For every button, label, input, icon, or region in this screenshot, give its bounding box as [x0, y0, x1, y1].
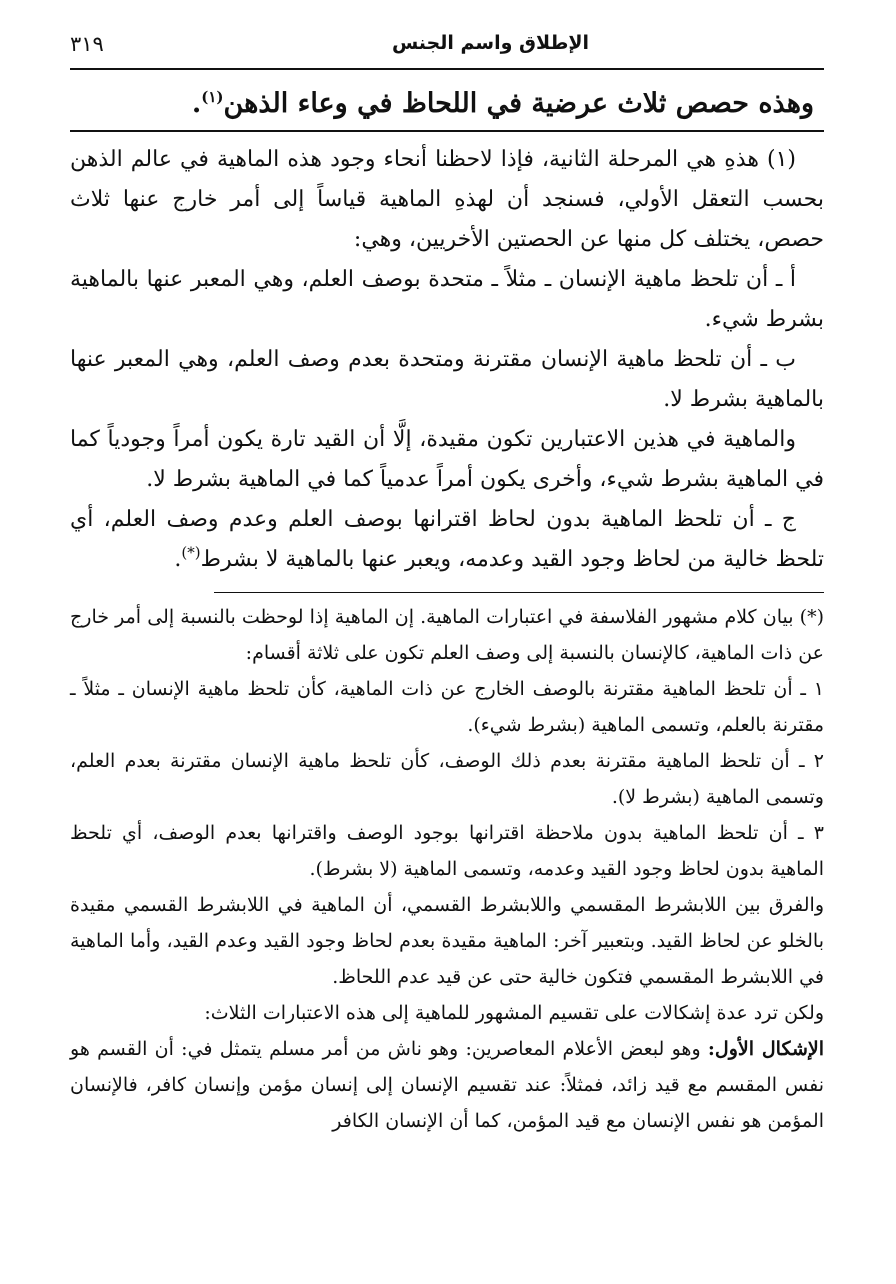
main-text-line — [70, 80, 824, 132]
commentary-paragraph-1: (١) هذهِ هي المرحلة الثانية، فإذا لاحظنا أنحاء وجود هذه الماهية في عالم الذهن بحسب التعقل الأولي، فسنجد أن لهذهِ الماهية قياساً إلى أمر خارج عنها ثلاث حصص، يختلف كل منها عن الحصتين الأخريين، وهي: — [70, 147, 824, 252]
page-number: ٣١٩ — [70, 32, 104, 56]
note-paragraph-1: (*) بيان كلام مشهور الفلاسفة في اعتبارات الماهية. إن الماهية إذا لوحظت بالنسبة إلى أمر خارج عن ذات الماهية، كالإنسان بالنسبة إلى وصف العلم تكون على ثلاثة أقسام: — [70, 606, 824, 664]
note-paragraph-7-text: وهو لبعض الأعلام المعاصرين: وهو ناش من أمر مسلم يتمثل في: أن القسم هو نفس المقسم مع قيد زائد، فمثلاً: عند تقسيم الإنسان إلى إنسان مؤمن وإنسان كافر، فالإنسان المؤمن هو نفس الإنسان مع قيد المؤمن، كما أن الإنسان الكافر — [70, 1038, 824, 1132]
commentary-paragraph-3: ب ـ أن تلحظ ماهية الإنسان مقترنة ومتحدة بعدم وصف العلم، وهي المعبر عنها بالماهية بشرط لا. — [70, 347, 824, 412]
footnotes-block — [70, 599, 824, 1139]
note-paragraph-4: ٣ ـ أن تلحظ الماهية بدون ملاحظة اقترانها بوجود الوصف واقترانها بعدم الوصف، أي تلحظ الماهية بدون لحاظ وجود القيد وعدمه، وتسمى الماهية (لا بشرط). — [70, 822, 824, 880]
footnote-divider — [214, 592, 824, 593]
commentary-paragraph-2: أ ـ أن تلحظ ماهية الإنسان ـ مثلاً ـ متحدة بوصف العلم، وهي المعبر عنها بالماهية بشرط شيء. — [70, 267, 824, 332]
note-paragraph-7-label: الإشكال الأول: — [707, 1038, 824, 1060]
note-paragraph-2: ١ ـ أن تلحظ الماهية مقترنة بالوصف الخارج عن ذات الماهية، كأن تلحظ ماهية الإنسان ـ مثلاً ـ مقترنة بالعلم، وتسمى الماهية (بشرط شيء). — [70, 678, 824, 736]
main-text-end: . — [191, 88, 202, 119]
commentary-paragraph-5-text: ج ـ أن تلحظ الماهية بدون لحاظ اقترانها بوصف العلم وعدم وصف العلم، أي تلحظ خالية من لحاظ وجود القيد وعدمه، ويعبر عنها بالماهية لا بشرط — [70, 507, 824, 572]
commentary-paragraph-4: والماهية في هذين الاعتبارين تكون مقيدة، إلَّا أن القيد تارة يكون أمراً وجودياً كما في الماهية بشرط شيء، وأخرى يكون أمراً عدمياً كما في الماهية بشرط لا. — [70, 427, 824, 492]
running-title: الإطلاق واسم الجنس — [391, 32, 589, 54]
main-text: وهذه حصص ثلاث عرضية في اللحاظ في وعاء الذهن — [223, 88, 814, 119]
footnote-marker: (١) — [201, 88, 224, 106]
note-paragraph-5: والفرق بين اللابشرط المقسمي واللابشرط القسمي، أن الماهية في اللابشرط القسمي مقيدة بالخلو عن لحاظ القيد. وبتعبير آخر: الماهية مقيدة بعدم لحاظ وجود القيد وعدم القيد، وأما الماهية في اللابشرط المقسمي فتكون خالية حتى عن قيد عدم اللحاظ. — [70, 894, 824, 988]
note-paragraph-6: ولكن ترد عدة إشكالات على تقسيم المشهور للماهية إلى هذه الاعتبارات الثلاث: — [204, 1002, 824, 1024]
footnote-marker-star: (*) — [181, 543, 201, 562]
note-paragraph-7 — [70, 1031, 824, 1139]
commentary-paragraph-5-end: . — [174, 547, 182, 572]
running-header — [70, 30, 824, 70]
commentary-block — [70, 140, 824, 580]
note-paragraph-3: ٢ ـ أن تلحظ الماهية مقترنة بعدم ذلك الوصف، كأن تلحظ ماهية الإنسان مقترنة بعدم العلم، وتسمى الماهية (بشرط لا). — [70, 750, 824, 808]
book-page — [70, 30, 824, 1264]
commentary-paragraph-5 — [70, 500, 824, 580]
